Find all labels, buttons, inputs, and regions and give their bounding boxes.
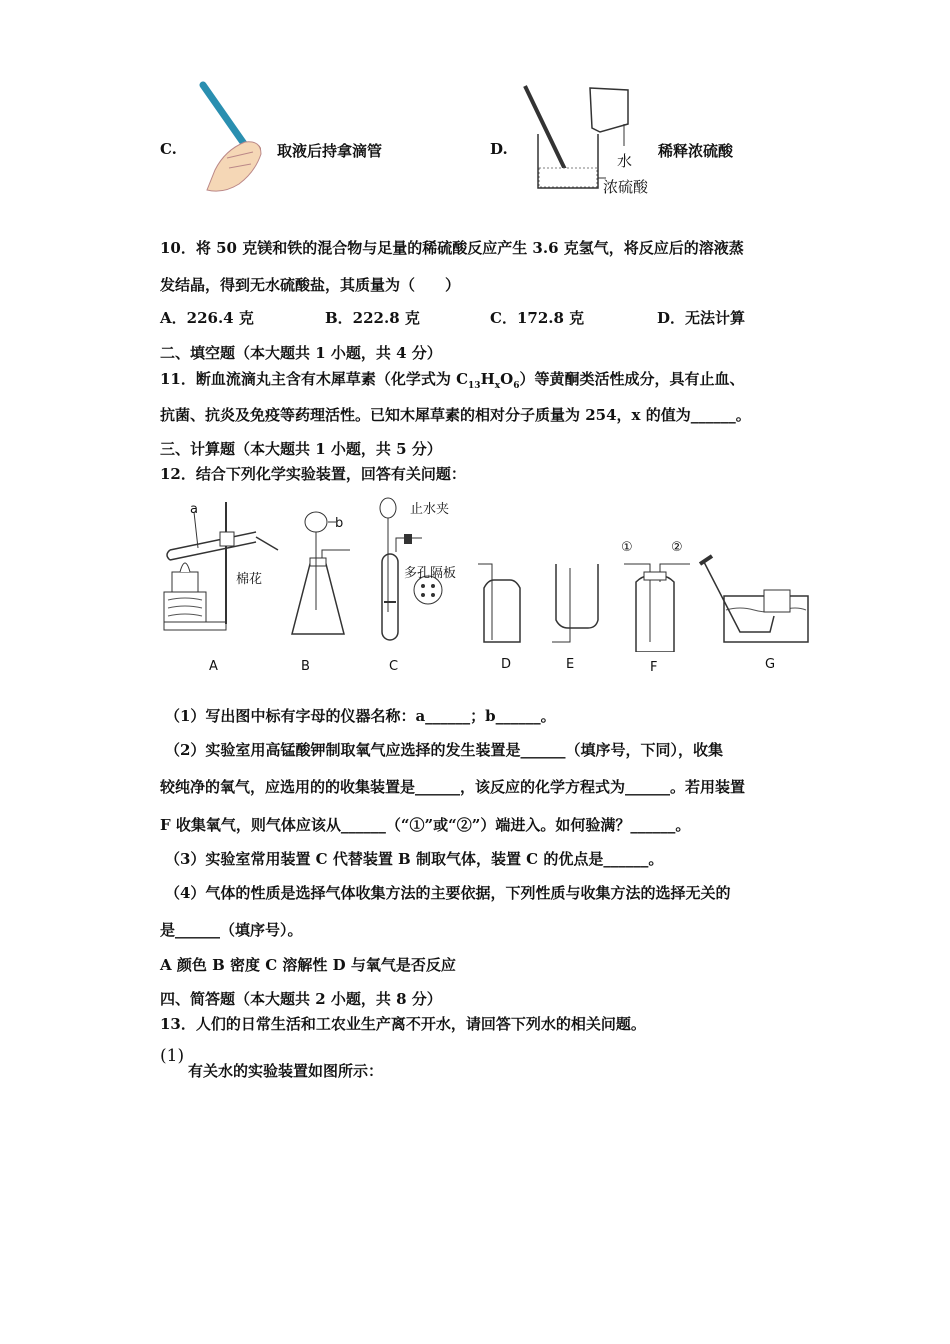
q12-part2-line3: F 收集氧气，则气体应该从______（“①”或“②”）端进入。如何验满？______。 (160, 816, 691, 834)
pouring-beaker (590, 88, 628, 132)
apparatus-label-c: C (389, 659, 399, 674)
q12-part4-line2: 是______（填序号）。 (160, 921, 303, 939)
apparatus-d (478, 564, 520, 642)
apparatus-label-d: D (501, 657, 512, 672)
label-port-2: ② (671, 540, 683, 555)
q12-part2-line2: 较纯净的氧气，应选用的的收集装置是______，该反应的化学方程式为______。若用装置 (160, 778, 746, 796)
apparatus-label-f: F (650, 660, 658, 675)
apparatus-g (700, 556, 808, 642)
q10-line1: 10．将 50 克镁和铁的混合物与足量的稀硫酸反应产生 3.6 克氢气，将反应后的溶液蒸 (160, 239, 744, 257)
apparatus-f (624, 564, 690, 652)
label-cotton: 棉花 (236, 572, 263, 587)
q10-option-c: C．172.8 克 (490, 309, 585, 327)
hand-shape (207, 142, 261, 191)
q12-part4-line1: （4）气体的性质是选择气体收集方法的主要依据，下列性质与收集方法的选择无关的 (165, 884, 731, 902)
option-c-letter: C. (160, 140, 177, 158)
q13-part1: 有关水的实验装置如图所示： (188, 1062, 384, 1080)
apparatus-e (552, 564, 598, 642)
label-port-1: ① (621, 540, 633, 555)
apparatus-label-g: G (765, 657, 776, 672)
section4-title: 四、简答题（本大题共 2 小题，共 8 分） (160, 990, 442, 1008)
option-d-text: 稀释浓硫酸 (658, 142, 734, 160)
conc-acid-label: 浓硫酸 (603, 178, 649, 196)
q12-part2-line1: （2）实验室用高锰酸钾制取氧气应选择的发生装置是______（填序号，下同），收集 (165, 741, 723, 759)
label-clamp: 止水夹 (410, 502, 450, 517)
q10-option-b: B．222.8 克 (325, 309, 420, 327)
option-d-letter: D. (490, 140, 508, 158)
q13-part1-number: (1) (160, 1046, 185, 1066)
q12-part4-options: A 颜色 B 密度 C 溶解性 D 与氧气是否反应 (160, 956, 456, 974)
section3-title: 三、计算题（本大题共 1 小题，共 5 分） (160, 440, 442, 458)
q11-line2: 抗菌、抗炎及免疫等药理活性。已知木犀草素的相对分子质量为 254，x 的值为______。 (160, 406, 751, 424)
label-b: b (335, 516, 344, 531)
dropper-tube (203, 85, 247, 148)
q11-line1: 11．断血流滴丸主含有木犀草素（化学式为 $C_{13}H_xO_6$）等黄酮类活性成分，具有止血、 (160, 370, 745, 391)
q10-option-d: D．无法计算 (657, 309, 746, 327)
q12-part3: （3）实验室常用装置 C 代替装置 B 制取气体，装置 C 的优点是______。 (165, 850, 664, 868)
option-c-text: 取液后持拿滴管 (277, 142, 383, 160)
q10-option-a: A．226.4 克 (160, 309, 254, 327)
q12-part1: （1）写出图中标有字母的仪器名称：a______；b______。 (165, 707, 556, 725)
apparatus-label-b: B (301, 659, 310, 674)
dropper-hand-figure (195, 80, 275, 200)
apparatus-label-a: A (209, 659, 218, 674)
label-a: a (190, 502, 198, 517)
apparatus-a (164, 502, 278, 630)
apparatus-label-e: E (566, 657, 575, 672)
section2-title: 二、填空题（本大题共 1 小题，共 4 分） (160, 344, 442, 362)
q12-title: 12．结合下列化学实验装置，回答有关问题： (160, 465, 466, 483)
water-label: 水 (617, 152, 633, 170)
q10-line2: 发结晶，得到无水硫酸盐，其质量为（ ） (160, 276, 461, 294)
q13-title: 13．人们的日常生活和工农业生产离不开水，请回答下列水的相关问题。 (160, 1015, 646, 1033)
label-porous-plate: 多孔隔板 (404, 566, 457, 581)
